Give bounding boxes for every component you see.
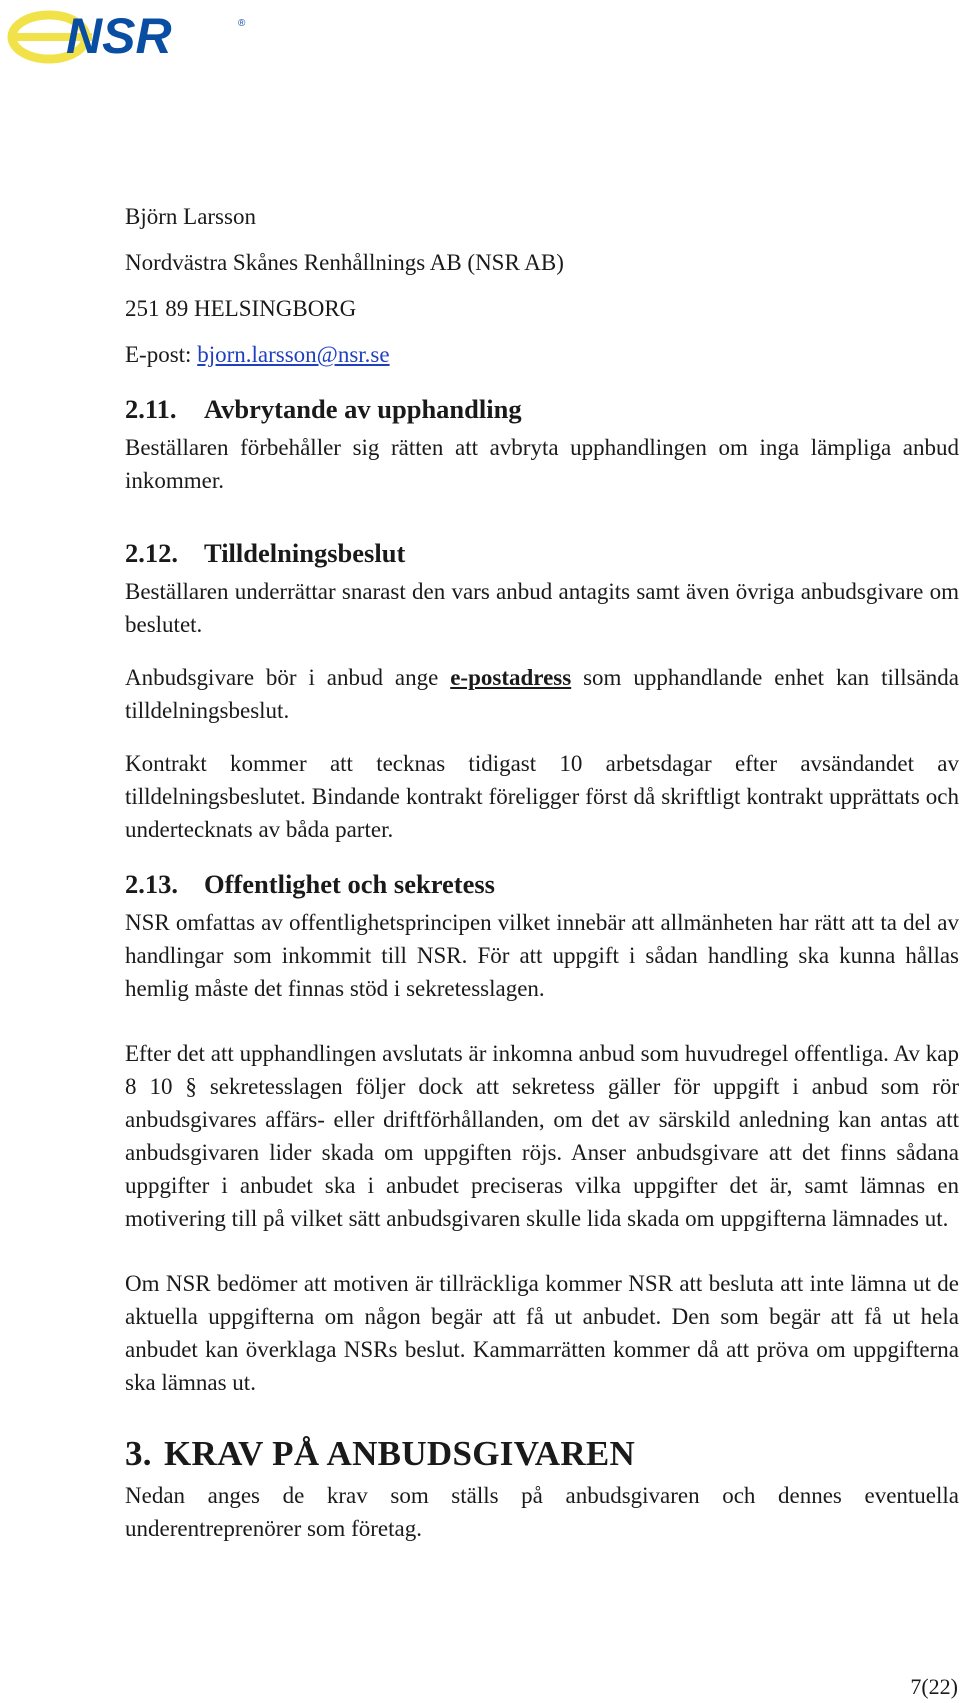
- contact-company: Nordvästra Skånes Renhållnings AB (NSR AB): [125, 250, 564, 275]
- section-2-11-heading: 2.11. Avbrytande av upphandling: [125, 394, 522, 424]
- emphasized-email-term: e-postadress: [450, 665, 572, 690]
- section-2-13-paragraph-3: Om NSR bedömer att motiven är tillräckliga kommer NSR att besluta att inte lämna ut de aktuella uppgifterna om någon begär att få ut anbudet. Den som begär att få ut hela anbudet kan överklaga NSRs beslut. Kammarrätten kommer då att pröva om uppgifterna ska lämnas ut.: [125, 1271, 959, 1395]
- contact-name: Björn Larsson: [125, 204, 256, 229]
- section-2-12-paragraph-1: Beställaren underrättar snarast den vars anbud antagits samt även övriga anbudsgivare om beslutet.: [125, 579, 959, 637]
- section-2-13-paragraph-1: NSR omfattas av offentlighetsprincipen vilket innebär att allmänheten har rätt att ta del av handlingar som inkommit till NSR. För att uppgift i sådan handling ska kunna hållas hemlig måste det finnas stöd i sekretesslagen.: [125, 910, 959, 1001]
- logo-registered-mark: ®: [238, 18, 246, 29]
- section-2-12-paragraph-3: Kontrakt kommer att tecknas tidigast 10 arbetsdagar efter avsändandet av tilldelningsbeslutet. Bindande kontrakt föreligger först då skriftligt kontrakt upprättats och undertecknats av båda parter.: [125, 751, 959, 842]
- section-2-13-paragraph-2: Efter det att upphandlingen avslutats är inkomna anbud som huvudregel offentliga. Av kap 8 10 § sekretesslagen följer dock att sekretess gäller för uppgift i anbud som rör anbudsgivares affärs- eller driftförhållanden, om det av särskild anledning kan antas att anbudsgivaren lider skada om uppgiften röjs. Anser anbudsgivare att det finns sådana uppgifter i anbudet ska i anbudet preciseras vilka uppgifter det är, samt lämnas en motivering till på vilket sätt anbudsgivaren skulle lida skada om uppgifterna lämnades ut.: [125, 1041, 959, 1231]
- section-3-heading: 3. KRAV PÅ ANBUDSGIVAREN: [125, 1434, 636, 1473]
- document-body: [125, 391, 959, 1545]
- contact-address: 251 89 HELSINGBORG: [125, 296, 357, 321]
- section-2-12-paragraph-2: Anbudsgivare bör i anbud ange e-postadress som upphandlande enhet kan tillsända tilldelningsbeslut.: [125, 665, 959, 723]
- email-link[interactable]: bjorn.larsson@nsr.se: [197, 342, 390, 367]
- nsr-logo-icon: [6, 6, 266, 66]
- nsr-logo: [6, 6, 266, 66]
- section-3-paragraph: Nedan anges de krav som ställs på anbudsgivaren och dennes eventuella underentreprenörer som företag.: [125, 1483, 959, 1541]
- page-number: 7(22): [910, 1674, 958, 1699]
- section-2-12-heading: 2.12. Tilldelningsbeslut: [125, 538, 406, 568]
- email-label: E-post:: [125, 342, 198, 367]
- section-2-13-heading: 2.13. Offentlighet och sekretess: [125, 869, 495, 899]
- logo-wordmark: NSR: [66, 8, 172, 64]
- contact-block: [125, 194, 564, 378]
- section-2-11-paragraph: Beställaren förbehåller sig rätten att avbryta upphandlingen om inga lämpliga anbud inkommer.: [125, 435, 959, 493]
- contact-email-line: [125, 332, 564, 378]
